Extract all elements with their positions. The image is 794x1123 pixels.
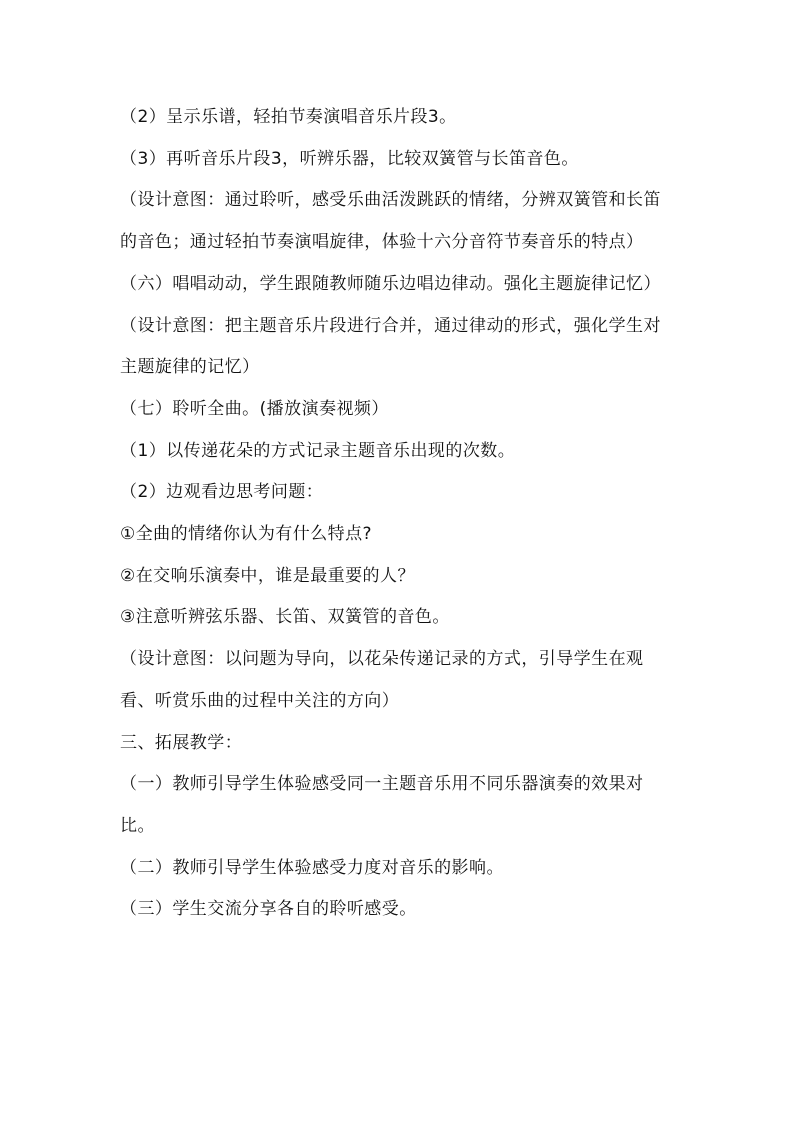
design-intent-1: （设计意图：通过聆听，感受乐曲活泼跳跃的情绪，分辨双簧管和长笛的音色；通过轻拍节奏演唱旋律，体验十六分音符节奏音乐的特点） xyxy=(120,190,661,253)
design-intent-2: （设计意图：把主题音乐片段进行合并，通过律动的形式，强化学生对主题旋律的记忆） xyxy=(120,315,661,378)
step-2-sheet-music: （2）呈示乐谱，轻拍节奏演唱音乐片段3。 xyxy=(120,107,457,127)
document-body xyxy=(120,97,672,931)
step-3-listen-instruments: （3）再听音乐片段3，听辨乐器，比较双簧管与长笛音色。 xyxy=(120,148,579,169)
extension-item-2: （二）教师引导学生体验感受力度对音乐的影响。 xyxy=(120,857,504,878)
step-1-flower-passing: （1）以传递花朵的方式记录主题音乐出现的次数。 xyxy=(120,440,516,461)
question-3: ③注意听辨弦乐器、长笛、双簧管的音色。 xyxy=(120,607,450,628)
section-6-sing-move: （六）唱唱动动，学生跟随教师随乐边唱边律动。强化主题旋律记忆） xyxy=(120,273,661,294)
section-7-full-listen: （七）聆听全曲。(播放演奏视频） xyxy=(120,398,389,419)
step-2-think-questions: （2）边观看边思考问题： xyxy=(120,482,324,503)
extension-item-3: （三）学生交流分享各自的聆听感受。 xyxy=(120,899,417,920)
extension-item-1: （一）教师引导学生体验感受同一主题音乐用不同乐器演奏的效果对比。 xyxy=(120,774,644,836)
question-1: ①全曲的情绪你认为有什么特点? xyxy=(120,524,373,545)
design-intent-3: （设计意图：以问题为导向，以花朵传递记录的方式，引导学生在观看、听赏乐曲的过程中关注的方向） xyxy=(120,649,644,711)
question-2: ②在交响乐演奏中，谁是最重要的人？ xyxy=(120,565,415,586)
section-3-extension-heading: 三、拓展教学： xyxy=(120,732,243,753)
